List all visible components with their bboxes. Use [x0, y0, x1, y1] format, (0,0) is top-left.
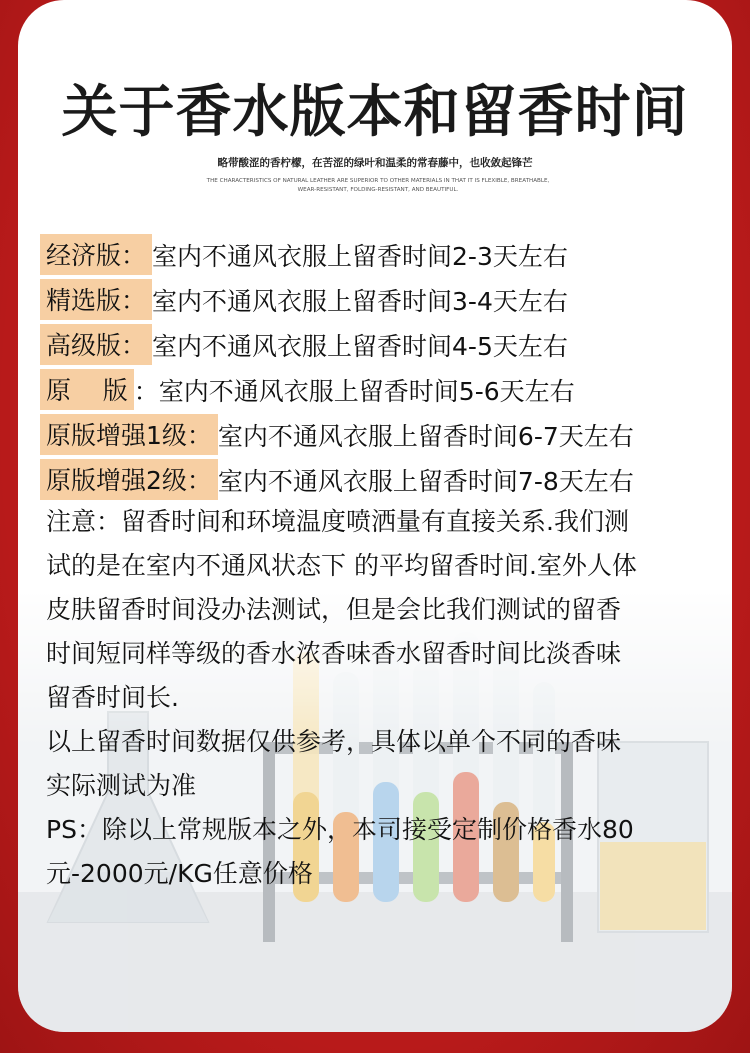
- subtitle-english: [178, 177, 578, 195]
- note-line: PS：除以上常规版本之外，本司接受定制价格香水80: [46, 815, 634, 844]
- version-duration: ：室内不通风衣服上留香时间5-6天左右: [133, 376, 575, 406]
- version-label: 原版增强1级：: [40, 414, 218, 455]
- note-line: 留香时间长.: [46, 683, 179, 712]
- subtitle-english-line-1: THE CHARACTERISTICS OF NATURAL LEATHER ARE SUPERIOR TO OTHER MATERIALS IN THAT IT IS FLEXIBLE, BREATHABLE,: [206, 178, 550, 184]
- note-line: 时间短同样等级的香水浓香味香水留香时间比淡香味: [46, 639, 622, 668]
- version-duration: 室内不通风衣服上留香时间3-4天左右: [152, 286, 568, 316]
- subtitle-english-line-2: WEAR-RESISTANT, FOLDING-RESISTANT, AND BEAUTIFUL.: [297, 187, 459, 193]
- version-duration: 室内不通风衣服上留香时间6-7天左右: [217, 421, 634, 451]
- version-label: 原版增强2级：: [40, 459, 218, 500]
- version-row: [40, 232, 720, 277]
- page-title: 关于香水版本和留香时间: [61, 80, 689, 145]
- note-line: 实际测试为准: [46, 771, 197, 800]
- version-duration: 室内不通风衣服上留香时间2-3天左右: [152, 241, 568, 271]
- version-list: [40, 232, 720, 502]
- notes-block: [46, 500, 722, 896]
- version-duration: 室内不通风衣服上留香时间7-8天左右: [217, 466, 634, 496]
- version-duration: 室内不通风衣服上留香时间4-5天左右: [152, 331, 568, 361]
- note-line: 注意：留香时间和环境温度喷洒量有直接关系.我们测: [46, 507, 629, 536]
- version-label: 原 版: [40, 369, 134, 410]
- content-card: [18, 0, 732, 1032]
- version-row: [40, 322, 720, 367]
- version-label: 高级版：: [40, 324, 152, 365]
- version-label: 精选版：: [40, 279, 152, 320]
- version-label: 经济版：: [40, 234, 152, 275]
- note-line: 皮肤留香时间没办法测试，但是会比我们测试的留香: [46, 595, 622, 624]
- version-row: [40, 457, 720, 502]
- subtitle: 略带酸涩的香柠檬，在苦涩的绿叶和温柔的常春藤中，也收敛起锋芒: [217, 157, 533, 169]
- version-row: [40, 367, 720, 412]
- note-line: 元-2000元/KG任意价格: [46, 859, 313, 888]
- version-row: [40, 277, 720, 322]
- note-line: 试的是在室内不通风状态下 的平均留香时间.室外人体: [46, 551, 637, 580]
- version-row: [40, 412, 720, 457]
- note-line: 以上留香时间数据仅供参考，具体以单个不同的香味: [46, 727, 622, 756]
